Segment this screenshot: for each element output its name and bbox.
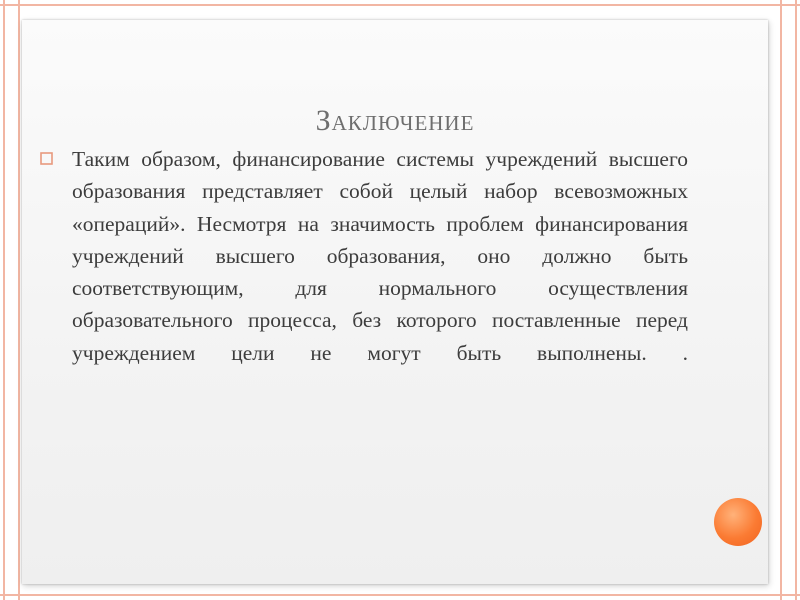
hollow-square-bullet-icon (40, 152, 53, 165)
slide-title: Заключение (315, 104, 475, 137)
frame-right-inner-line (780, 0, 782, 600)
decorative-orange-circle (714, 498, 762, 546)
slide-content (48, 143, 688, 369)
frame-right-outer-line (795, 0, 797, 600)
frame-left-inner-line (18, 0, 20, 600)
frame-bottom-line (0, 594, 800, 596)
frame-left-outer-line (3, 0, 5, 600)
body-paragraph: Таким образом, финансирование системы учреждений высшего образования представляет собой целый набор всевозможных «операций». Несмотря на значимость проблем финансирования учреждений высшего образования, оно должно быть соответствующим, для нормального осуществления образовательного процесса, без которого поставленные перед учреждением цели не могут быть выполнены. . (72, 147, 688, 365)
frame-top-line (0, 4, 800, 6)
